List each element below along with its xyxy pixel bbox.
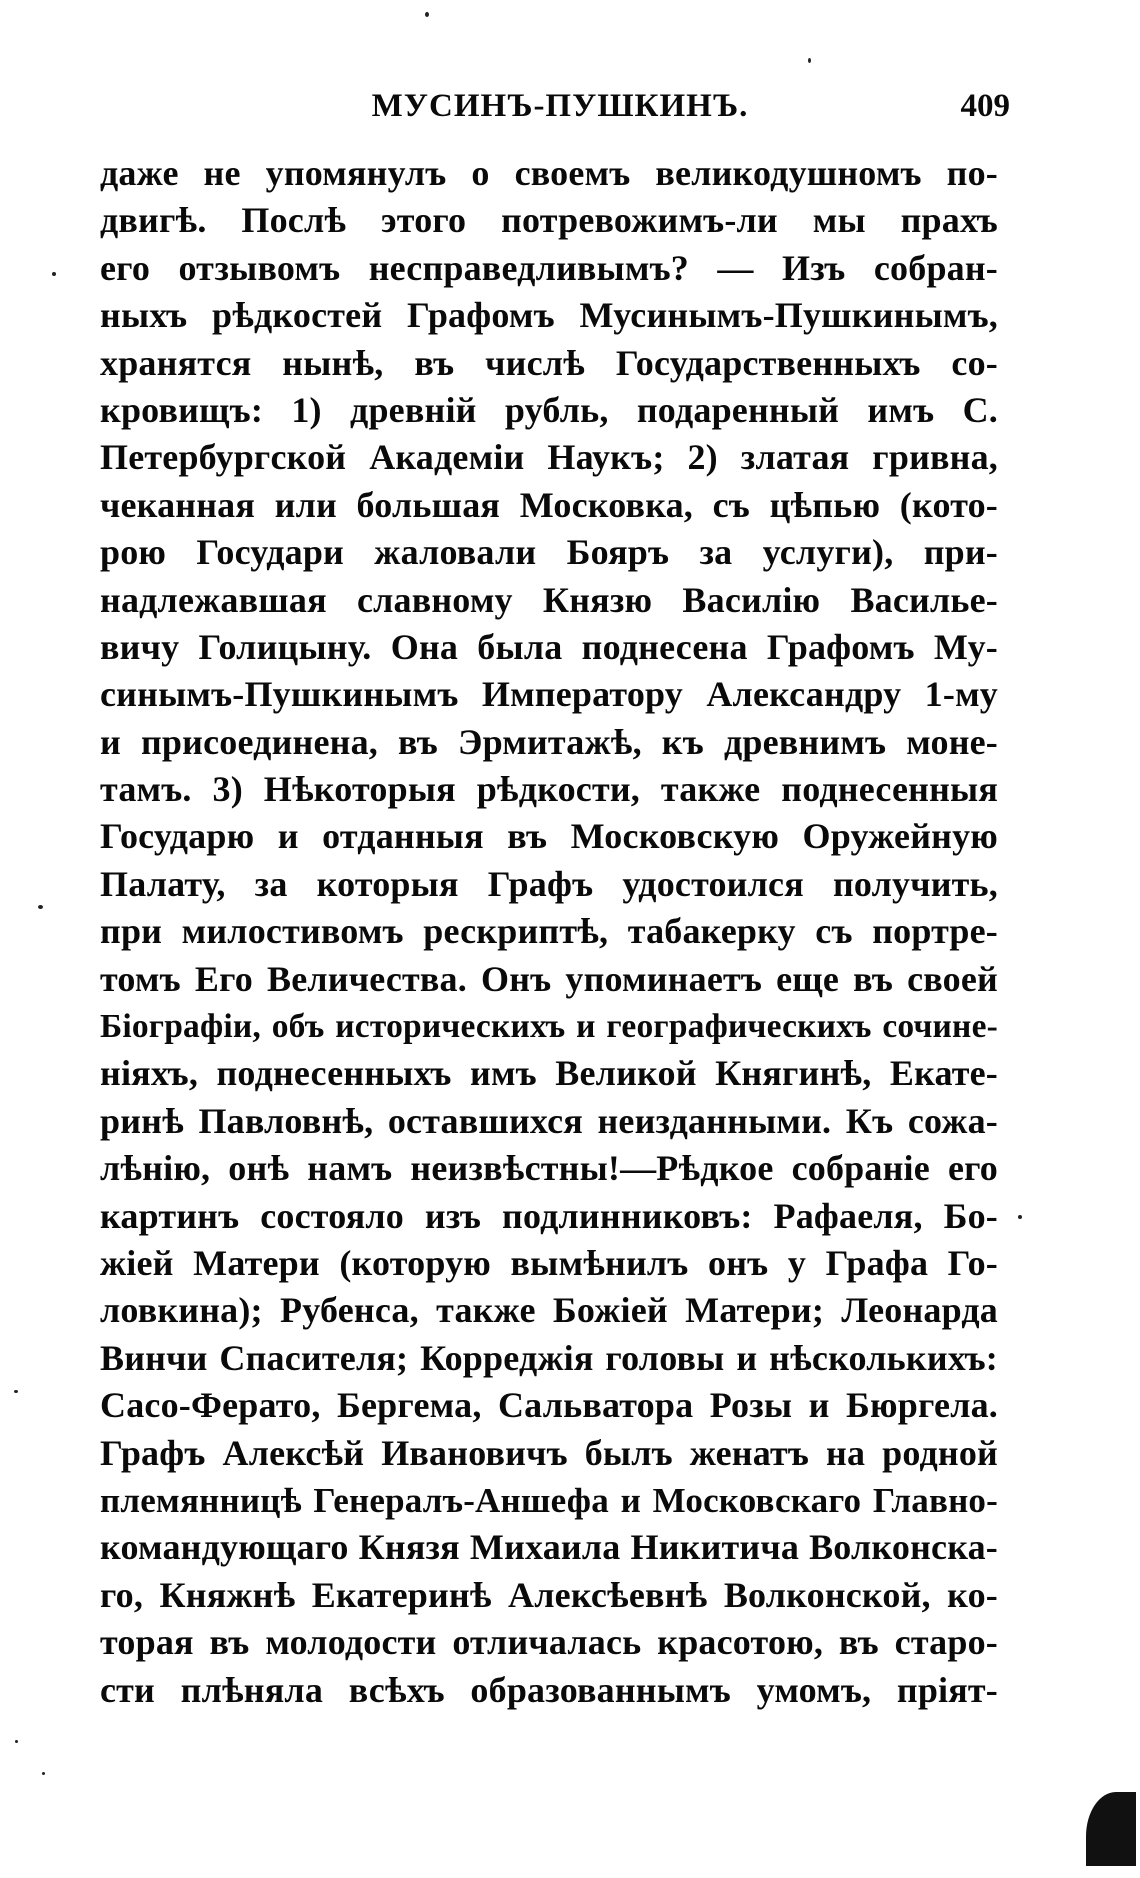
text-line: ніяхъ, поднесенныхъ имъ Великой Княгинѣ, Екате- bbox=[100, 1053, 998, 1094]
text-line: рою Государи жаловали Бояръ за услуги), при- bbox=[100, 532, 998, 573]
text-line: вичу Голицыну. Она была поднесена Графомъ Му- bbox=[100, 626, 998, 667]
text-line: Графъ Алексѣй Ивановичъ былъ женатъ на родной bbox=[100, 1432, 998, 1473]
scan-speck bbox=[14, 1390, 18, 1393]
text-line: Сасо-Ферато, Бергема, Сальватора Розы и Бюргела. bbox=[100, 1385, 998, 1426]
text-line: Винчи Спасителя; Корреджія головы и нѣсколькихъ: bbox=[100, 1337, 998, 1378]
text-line: Біографіи, объ историческихъ и географическихъ сочине- bbox=[100, 1008, 998, 1046]
text-line: сти плѣняла всѣхъ образованнымъ умомъ, пріят- bbox=[100, 1669, 998, 1710]
text-line: Палату, за которыя Графъ удостоился получить, bbox=[100, 863, 998, 904]
text-line: го, Княжнѣ Екатеринѣ Алексѣевнѣ Волконской, ко- bbox=[100, 1574, 998, 1615]
text-line: лѣнію, онѣ намъ неизвѣстны!—Рѣдкое собраніе его bbox=[100, 1148, 998, 1189]
text-line: надлежавшая славному Князю Василію Василье- bbox=[100, 579, 998, 620]
text-line: при милостивомъ рескриптѣ, табакерку съ портре- bbox=[100, 911, 998, 952]
scan-speck bbox=[1018, 1215, 1022, 1219]
text-line: тамъ. 3) Нѣкоторыя рѣдкости, также поднесенныя bbox=[100, 769, 998, 810]
text-line: ринѣ Павловнѣ, оставшихся неизданными. Къ сожа- bbox=[100, 1100, 998, 1141]
text-line: Государю и отданныя въ Московскую Оружейную bbox=[100, 816, 998, 857]
text-line: жіей Матери (которую вымѣнилъ онъ у Графа Го- bbox=[100, 1242, 998, 1283]
text-line: двигѣ. Послѣ этого потревожимъ-ли мы прахъ bbox=[100, 200, 998, 241]
text-line: кровищъ: 1) древній рубль, подаренный имъ С. bbox=[100, 389, 998, 430]
text-line: Петербургской Академіи Наукъ; 2) златая гривна, bbox=[100, 437, 998, 478]
text-line: ловкина); Рубенса, также Божіей Матери; Леонарда bbox=[100, 1290, 998, 1331]
running-head: МУСИНЪ-ПУШКИНЪ. bbox=[371, 88, 749, 124]
scan-smudge bbox=[1086, 1792, 1136, 1866]
page-number: 409 bbox=[960, 88, 1010, 124]
text-line: томъ Его Величества. Онъ упоминаетъ еще въ своей bbox=[100, 958, 998, 999]
text-line: синымъ-Пушкинымъ Императору Александру 1-му bbox=[100, 674, 998, 715]
scan-speck bbox=[42, 1772, 45, 1775]
text-line: торая въ молодости отличалась красотою, въ старо- bbox=[100, 1622, 998, 1663]
text-line: картинъ состояло изъ подлинниковъ: Рафаеля, Бо- bbox=[100, 1195, 998, 1236]
body-text bbox=[100, 150, 998, 1714]
text-line: командующаго Князя Михаила Никитича Волконска- bbox=[100, 1527, 998, 1568]
text-line: хранятся нынѣ, въ числѣ Государственныхъ со- bbox=[100, 342, 998, 383]
text-line: племянницѣ Генералъ-Аншефа и Московскаго Главно- bbox=[100, 1480, 998, 1520]
scan-speck bbox=[38, 905, 43, 909]
scan-speck bbox=[15, 1740, 18, 1743]
page-header bbox=[100, 88, 1020, 132]
scan-speck bbox=[425, 12, 429, 17]
text-line: и присоединена, въ Эрмитажѣ, къ древнимъ моне- bbox=[100, 721, 998, 762]
text-line: ныхъ рѣдкостей Графомъ Мусинымъ-Пушкинымъ, bbox=[100, 295, 998, 336]
text-line: чеканная или большая Московка, съ цѣпью (кото- bbox=[100, 484, 998, 525]
text-line: даже не упомянулъ о своемъ великодушномъ по- bbox=[100, 153, 998, 193]
scan-speck bbox=[52, 272, 56, 276]
scan-speck bbox=[808, 58, 811, 63]
text-line: его отзывомъ несправедливымъ? — Изъ собран- bbox=[100, 247, 998, 288]
